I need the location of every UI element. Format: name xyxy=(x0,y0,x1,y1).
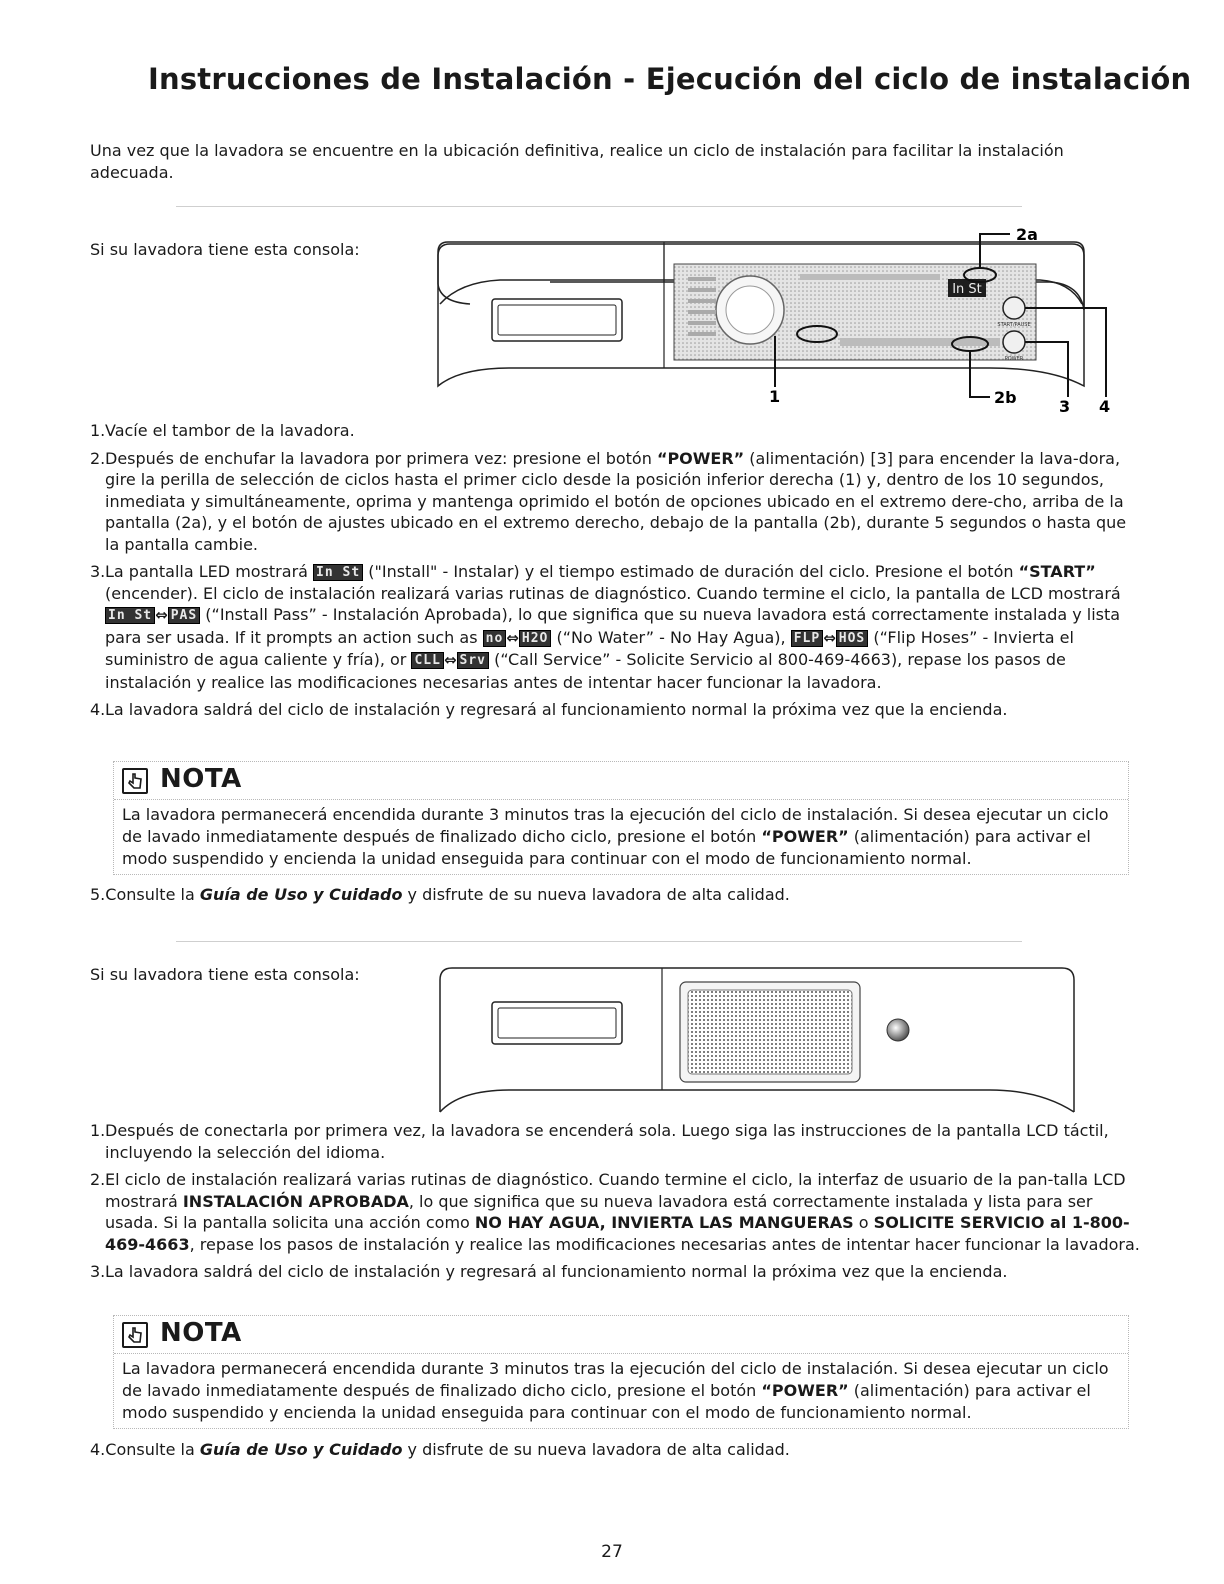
divider xyxy=(176,206,1022,207)
section1-steps xyxy=(90,420,1140,727)
list-item: 3. La pantalla LED mostrará In St ("Install" - Instalar) y el tiempo estimado de duración del ciclo. Presione el botón “START” (encender). El ciclo de instalación realizará varias rutinas de diagnóstico. Cuando termine el ciclo, la pantalla de LCD mostrará In St ⇔ PAS (“Install Pass” - Instalación Aprobada), lo que significa que su nueva lavadora está correctamente instalada y lista para ser usada. If it prompts an action such as no ⇔ H2O (“No Water” - No Hay Agua), FLP ⇔ HOS (“Flip Hoses” - Invierta el suministro de agua caliente y fría), or CLL ⇔ Srv (“Call Service” - Solicite Servicio al 800-469-4663), repase los pasos de instalación y realice las modificaciones necesarias antes de intentar hacer funcionar la lavadora. xyxy=(90,562,1121,692)
list-item: 4. La lavadora saldrá del ciclo de instalación y regresará al funcionamiento normal la próxima vez que la encienda. xyxy=(90,700,1008,719)
callout-4: 4 xyxy=(1099,397,1111,416)
list-item: 2. El ciclo de instalación realizará varias rutinas de diagnóstico. Cuando termine el ciclo, la interfaz de usuario de la pan-talla LCD mostrará INSTALACIÓN APROBADA, lo que significa que su nueva lavadora está correctamente instalada y lista para ser usada. Si la pantalla solicita una acción como NO HAY AGUA, INVIERTA LAS MANGUERAS o SOLICITE SERVICIO al 1-800-469-4663, repase los pasos de instalación y realice las modificaciones necesarias antes de intentar hacer funcionar la lavadora. xyxy=(90,1170,1140,1254)
lcd-code: FLP xyxy=(791,630,823,647)
callout-3: 3 xyxy=(1059,397,1071,416)
panel-display-text: In St xyxy=(952,282,982,297)
note-text: La lavadora permanecerá encendida durante 3 minutos tras la ejecución del ciclo de instalación. Si desea ejecutar un ciclo de lavado inmediatamente después de finalizado dicho ciclo, presione el botón “POWER” (alimentación) para activar el modo suspendido y encienda la unidad enseguida para continuar con el modo de funcionamiento normal. xyxy=(122,1359,1109,1422)
section1-step5: 5.Consulte la Guía de Uso y Cuidado y disfrute de su nueva lavadora de alta calidad. xyxy=(90,885,790,904)
list-item: 3. La lavadora saldrá del ciclo de instalación y regresará al funcionamiento normal la próxima vez que la encienda. xyxy=(90,1262,1008,1281)
start-pause-button[interactable] xyxy=(1003,297,1025,319)
swap-arrows-icon: ⇔ xyxy=(823,628,836,647)
note-text: La lavadora permanecerá encendida durante 3 minutos tras la ejecución del ciclo de instalación. Si desea ejecutar un ciclo de lavado inmediatamente después de finalizado dicho ciclo, presione el botón “POWER” (alimentación) para activar el modo suspendido y encienda la unidad enseguida para continuar con el modo de funcionamiento normal. xyxy=(122,805,1109,868)
console-label-2: Si su lavadora tiene esta consola: xyxy=(90,965,360,984)
svg-text:POWER: POWER xyxy=(1004,356,1024,362)
power-knob[interactable] xyxy=(887,1019,909,1041)
list-item: 1. Vacíe el tambor de la lavadora. xyxy=(90,421,355,440)
lcd-code: H2O xyxy=(519,630,551,647)
section2-steps xyxy=(90,1120,1140,1289)
page-number: 27 xyxy=(601,1542,623,1562)
callout-2a: 2a xyxy=(1016,225,1038,244)
divider xyxy=(176,941,1022,942)
lcd-code: PAS xyxy=(168,607,200,624)
lcd-code: CLL xyxy=(411,652,443,669)
power-button[interactable] xyxy=(1003,331,1025,353)
note-hand-icon xyxy=(122,768,148,794)
swap-arrows-icon: ⇔ xyxy=(506,628,519,647)
svg-text:START/PAUSE: START/PAUSE xyxy=(997,322,1031,328)
console-label-1: Si su lavadora tiene esta consola: xyxy=(90,240,360,259)
lcd-code: Srv xyxy=(457,652,489,669)
note-title: NOTA xyxy=(160,764,242,794)
intro-paragraph: Una vez que la lavadora se encuentre en la ubicación definitiva, realice un ciclo de instalación para facilitar la instalación adecuada. xyxy=(90,141,1064,182)
console-diagram-1 xyxy=(430,222,1130,418)
callout-2b: 2b xyxy=(994,388,1017,407)
lcd-code: In St xyxy=(105,607,155,624)
section2-step4: 4.Consulte la Guía de Uso y Cuidado y disfrute de su nueva lavadora de alta calidad. xyxy=(90,1440,790,1459)
list-item: 2. Después de enchufar la lavadora por primera vez: presione el botón “POWER” (alimentación) [3] para encender la lava-dora, gire la perilla de selección de ciclos hasta el primer ciclo desde la posición inferior derecha (1) y, dentro de los 10 segundos, inmediata y simultáneamente, oprima y mantenga oprimido el botón de opciones ubicado en el extremo dere-cho, arriba de la pantalla (2a), y el botón de ajustes ubicado en el extremo derecho, debajo de la pantalla (2b), durante 5 segundos o hasta que la pantalla cambie. xyxy=(90,448,1127,554)
note-box-1 xyxy=(113,761,1129,875)
lcd-code: no xyxy=(483,630,507,647)
swap-arrows-icon: ⇔ xyxy=(155,606,168,624)
lcd-code: HOS xyxy=(836,630,868,647)
touch-lcd-screen[interactable] xyxy=(688,990,852,1074)
list-item: 1. Después de conectarla por primera vez, la lavadora se encenderá sola. Luego siga las instrucciones de la pantalla LCD táctil, incluyendo la selección del idioma. xyxy=(90,1121,1109,1162)
page-title: Instrucciones de Instalación - Ejecución del ciclo de instalación xyxy=(148,62,1192,96)
note-title: NOTA xyxy=(160,1318,242,1348)
note-hand-icon xyxy=(122,1322,148,1348)
lcd-code: In St xyxy=(313,564,363,581)
note-box-2 xyxy=(113,1315,1129,1429)
swap-arrows-icon: ⇔ xyxy=(443,651,457,669)
callout-1: 1 xyxy=(769,387,781,406)
console-diagram-2 xyxy=(430,962,1090,1114)
